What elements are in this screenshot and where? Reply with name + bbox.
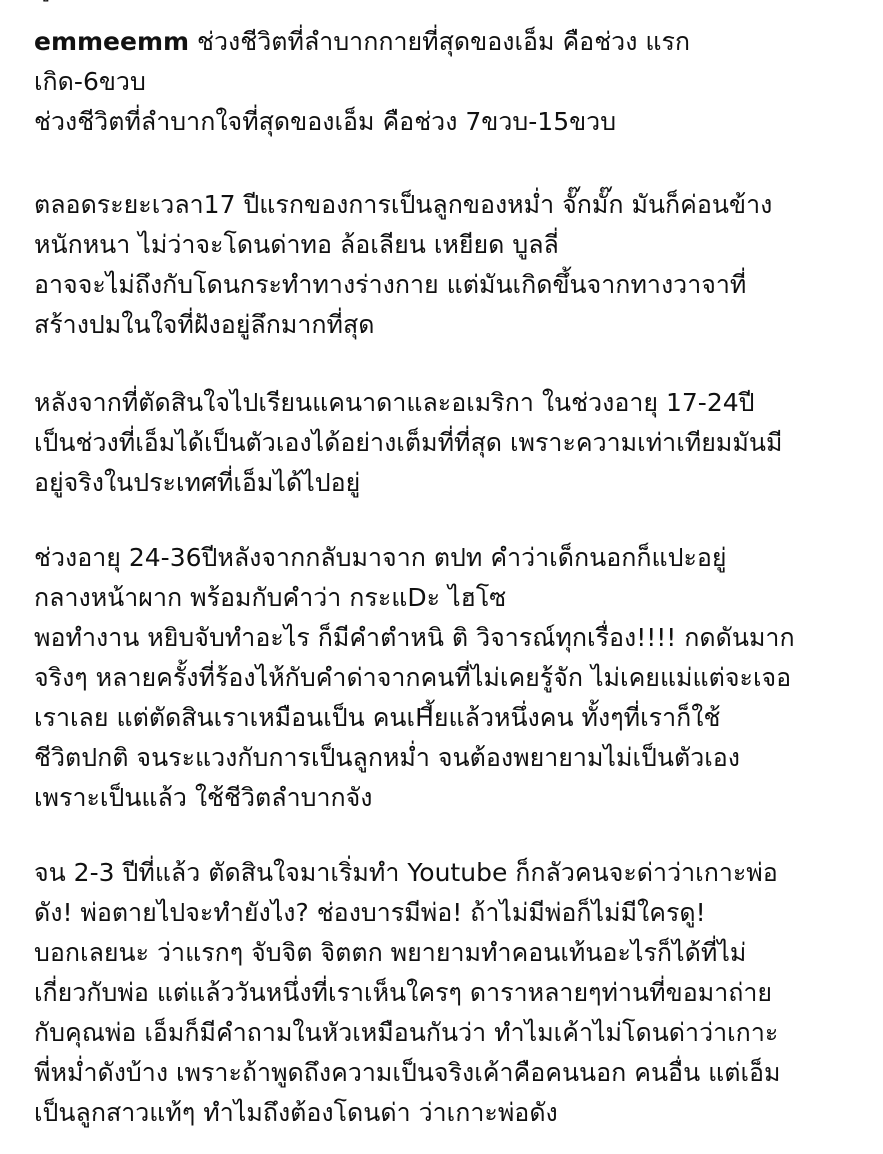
caption-paragraph <box>34 185 772 345</box>
caption-line: จน 2-3 ปีที่แล้ว ตัดสินใจมาเริ่มทำ Youtube ก็กลัวคนจะด่าว่าเกาะพ่อ <box>34 858 778 887</box>
cut-off-top-line <box>34 0 135 7</box>
caption-line: เป็นช่วงที่เอ็มได้เป็นตัวเองได้อย่างเต็มที่ที่สุด เพราะความเท่าเทียมมันมี <box>34 428 783 457</box>
caption-line: พี่หม่ำดังบ้าง เพราะถ้าพูดถึงความเป็นจริงเค้าคือคนนอก คนอื่น แต่เอ็ม <box>34 1058 781 1087</box>
caption-line: อยู่จริงในประเทศที่เอ็มได้ไปอยู่ <box>34 468 361 497</box>
caption-text: ช่วงชีวิตที่ลำบากกายที่สุดของเอ็ม คือช่วง แรก <box>189 27 691 56</box>
caption-paragraph <box>34 383 782 503</box>
caption-line: เพราะเป็นแล้ว ใช้ชีวิตลำบากจัง <box>34 783 373 812</box>
caption-line <box>34 22 690 62</box>
caption-line: หนักหนา ไม่ว่าจะโดนด่าทอ ล้อเลียน เหยียด บูลลี่ <box>34 230 559 259</box>
caption-paragraph <box>34 853 781 1133</box>
caption-line: ดัง! พ่อตายไปจะทำยังไง? ช่องบารมีพ่อ! ถ้าไม่มีพ่อก็ไม่มีใครดู! <box>34 898 706 927</box>
caption-line: ช่วงอายุ 24-36ปีหลังจากกลับมาจาก ตปท คำว่าเด็กนอกก็แปะอยู่ <box>34 543 727 572</box>
caption-paragraph <box>34 538 795 818</box>
caption-line: ช่วงชีวิตที่ลำบากใจที่สุดของเอ็ม คือช่วง 7ขวบ-15ขวบ <box>34 107 617 136</box>
caption-line: กลางหน้าผาก พร้อมกับคำว่า กระแDะ ไฮโซ <box>34 583 507 612</box>
caption-line: ชีวิตปกติ จนระแวงกับการเป็นลูกหม่ำ จนต้องพยายามไม่เป็นตัวเอง <box>34 743 741 772</box>
caption-line: เราเลย แต่ตัดสินเราเหมือนเป็น คนเHี้ยแล้วหนึ่งคน ทั้งๆที่เราก็ใช้ <box>34 703 721 732</box>
caption-line: ตลอดระยะเวลา17 ปีแรกของการเป็นลูกของหม่ำ จั๊กมั๊ก มันก็ค่อนข้าง <box>34 190 773 219</box>
caption-line: จริงๆ หลายครั้งที่ร้องไห้กับคำด่าจากคนที่ไม่เคยรู้จัก ไม่เคยแม่แต่จะเจอ <box>34 663 792 692</box>
username-link[interactable]: emmeemm <box>34 27 190 56</box>
caption-line: อาจจะไม่ถึงกับโดนกระทำทางร่างกาย แต่มันเกิดขึ้นจากทางวาจาที่ <box>34 270 747 299</box>
caption-line: หลังจากที่ตัดสินใจไปเรียนแคนาดาและอเมริกา ในช่วงอายุ 17-24ปี <box>34 388 755 417</box>
caption-line: เป็นลูกสาวแท้ๆ ทำไมถึงต้องโดนด่า ว่าเกาะพ่อดัง <box>34 1098 558 1127</box>
caption-line: เกิด-6ขวบ <box>34 67 146 96</box>
caption-line: กับคุณพ่อ เอ็มก็มีคำถามในหัวเหมือนกันว่า ทำไมเค้าไม่โดนด่าว่าเกาะ <box>34 1018 779 1047</box>
caption-line: บอกเลยนะ ว่าแรกๆ จับจิต จิตตก พยายามทำคอนเท้นอะไรก็ได้ที่ไม่ <box>34 938 747 967</box>
caption-line: สร้างปมในใจที่ฝังอยู่ลึกมากที่สุด <box>34 310 375 339</box>
caption-paragraph <box>34 22 690 142</box>
caption-line: เกี่ยวกับพ่อ แต่แล้ววันหนึ่งที่เราเห็นใครๆ ดาราหลายๆท่านที่ขอมาถ่าย <box>34 978 773 1007</box>
caption-line: พอทำงาน หยิบจับทำอะไร ก็มีคำตำหนิ ติ วิจารณ์ทุกเรื่อง!!!! กดดันมาก <box>34 623 795 652</box>
